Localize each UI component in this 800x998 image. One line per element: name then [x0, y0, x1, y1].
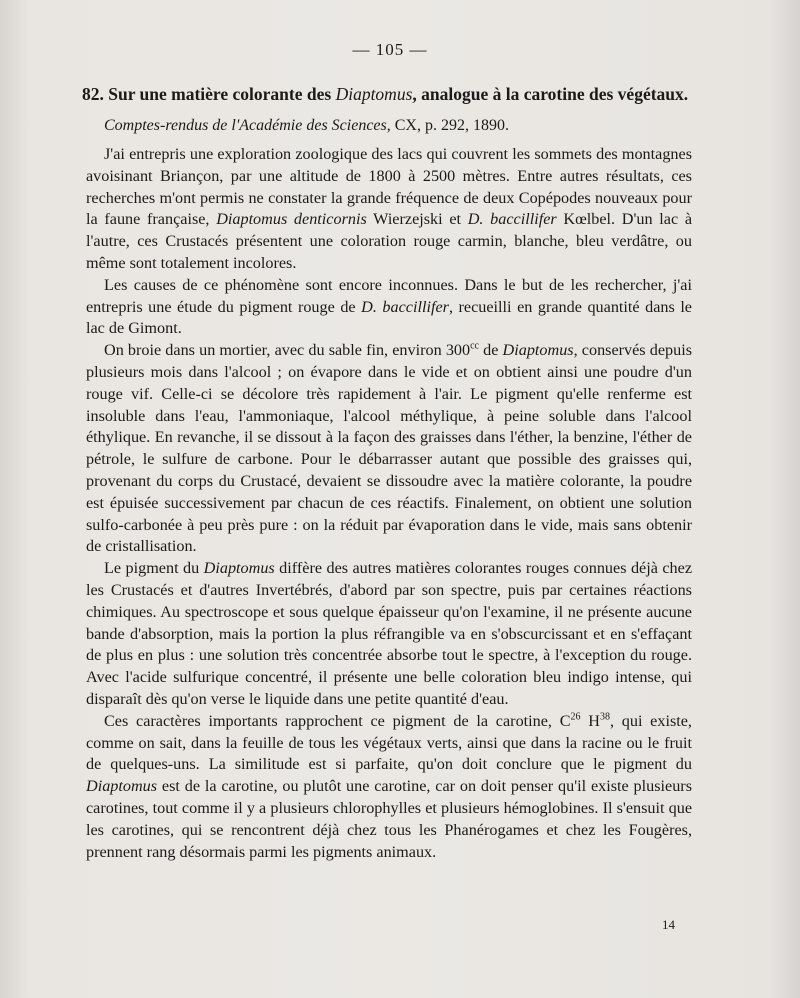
text: est de la carotine, ou plutôt une carotine, car on doit penser qu'il existe plusieurs carotines, tout comme il y a plusieurs chlorophylles et plusieurs hémoglobines. Il s'ensuit que les carotines, qui se rencontrent déjà chez tous les Phanérogames et chez les Fougères, prennent rang désormais parmi les pigments animaux. [86, 777, 692, 861]
text: H [580, 711, 600, 730]
superscript: 38 [599, 711, 610, 723]
text: J'ai entrepris une exploration zoologique des lacs qui couvrent les sommets des montagnes avoisinant Briançon, par une altitude de 1800 à 2500 mètres. Entre autres résultats, ces recherches m'ont permis ne constater la grande fréquence de deux Copépodes nouveaux pour la faune française, [86, 145, 692, 229]
text: Le pigment du [104, 559, 204, 578]
species-name: D. baccillifer [361, 297, 449, 316]
species-name: Diaptomus [502, 341, 574, 360]
text: , qui existe, comme on sait, dans la feuille de tous les végétaux verts, ainsi que dans la racine ou le fruit de quelques-uns. La similitude est si parfaite, qu'on doit conclure que le pigment du [86, 711, 692, 774]
article-body [86, 144, 692, 863]
superscript: cc [470, 340, 479, 352]
article-title [82, 84, 712, 105]
paragraph-4 [86, 558, 692, 711]
text: Kœlbel. D'un lac à l'autre, ces Crustacés présentent une coloration rouge carmin, blanche, bleu verdâtre, ou même sont totalement incolores. [86, 210, 693, 272]
title-part: Sur une matière colorante des [103, 84, 336, 104]
text: de [479, 341, 503, 360]
text: Wierzejski et [366, 210, 468, 229]
text: On broie dans un mortier, avec du sable fin, environ 300 [104, 341, 471, 360]
citation-details: , CX, p. 292, 1890. [386, 117, 509, 134]
citation-journal: Comptes-rendus de l'Académie des Sciences [104, 117, 387, 134]
species-name: Diaptomus [203, 559, 275, 578]
article-number: 82. [82, 84, 104, 104]
species-name: Diaptomus denticornis [216, 210, 367, 229]
text: , conservés depuis plusieurs mois dans l'alcool ; on évapore dans le vide et on obtient ainsi une poudre d'un rouge vif. Celle-ci se décolore très rapidement à l'air. Le pigment qu'elle renferme est insoluble dans l'eau, l'ammoniaque, l'alcool méthylique, à peine soluble dans l'alcool éthylique. En revanche, il se dissout à la façon des graisses dans l'éther, la benzine, l'éther de pétrole, le sulfure de carbone. Pour le débarrasser autant que possible des graisses qui, provenant du corps du Crustacé, devaient se dissoudre avec la matière colorante, la poudre est épuisée successivement par chacun de ces réactifs. Finalement, on obtient une solution sulfo-carbonée à peu près pure : on la réduit par évaporation dans le vide, mais sans obtenir de cristallisation. [86, 341, 693, 556]
species-name: D. baccillifer [467, 210, 557, 229]
title-genus: Diaptomus [335, 84, 413, 104]
page-number: — 105 — [352, 40, 428, 59]
text: , recueilli en grande quantité dans le lac de Gimont. [86, 297, 692, 338]
folio-number: 14 [662, 917, 675, 932]
citation [104, 117, 724, 135]
text: Les causes de ce phénomène sont encore inconnues. Dans le but de les rechercher, j'ai entrepris une étude du pigment rouge de [86, 275, 692, 316]
text: Ces caractères importants rapprochent ce pigment de la carotine, C [104, 711, 571, 730]
title-part: , analogue à la carotine des végétaux. [412, 84, 689, 104]
superscript: 26 [570, 711, 581, 723]
species-name: Diaptomus [86, 777, 158, 796]
paragraph-2 [86, 275, 692, 340]
paragraph-3 [86, 340, 692, 558]
text: diffère des autres matières colorantes rouges connues déjà chez les Crustacés et d'autres Invertébrés, d'abord par son spectre, puis par certaines réactions chimiques. Au spectroscope et sous quelque épaisseur qu'on l'examine, il ne présente aucune bande d'absorption, mais la portion la plus réfrangible va en s'obscurcissant et en s'effaçant de plus en plus : une solution très concentrée absorbe tout le spectre, à l'exception du rouge. Avec l'acide sulfurique concentré, il présente une belle coloration bleu indigo intense, qui disparaît dès qu'on verse le liquide dans une petite quantité d'eau. [86, 559, 693, 708]
paragraph-5 [86, 711, 692, 864]
paragraph-1 [86, 144, 692, 275]
